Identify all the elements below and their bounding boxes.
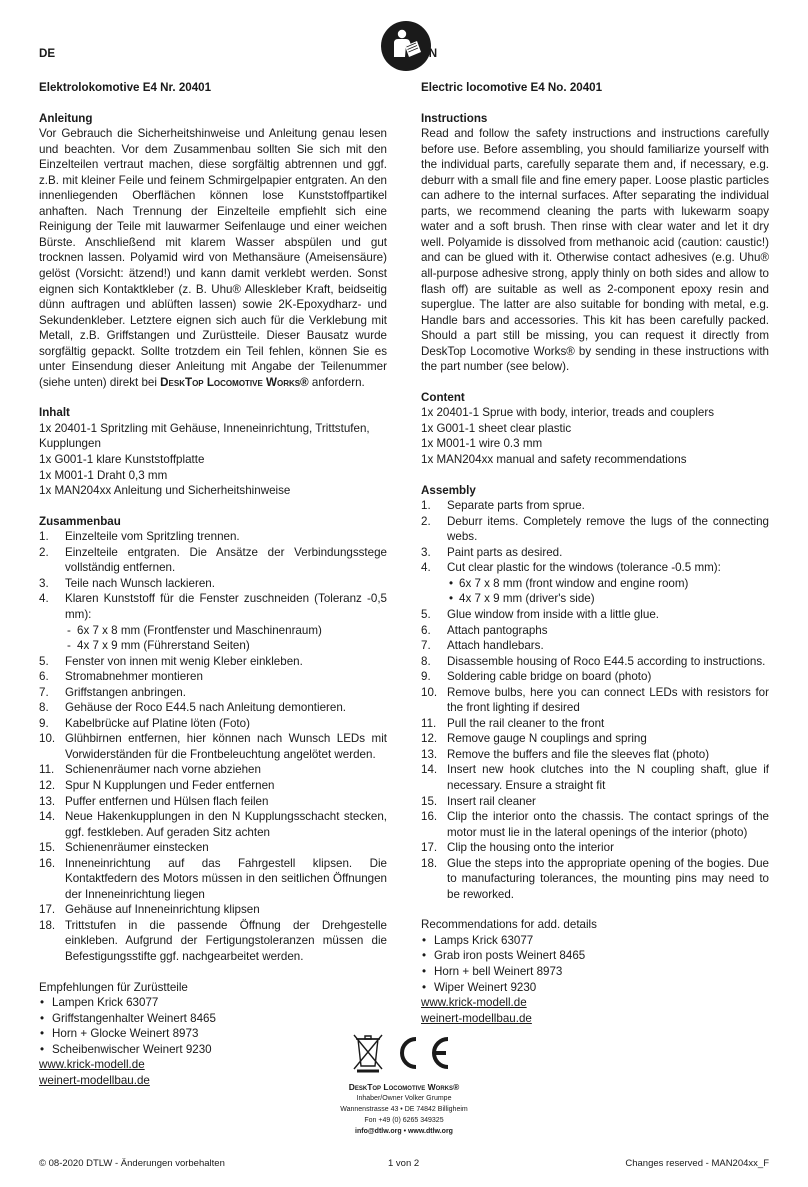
assembly-step: 11. Pull the rail cleaner to the front [421, 716, 605, 730]
weinert-link[interactable]: weinert-modellbau.de [421, 1011, 532, 1025]
assembly-step: 2. Einzelteile entgraten. Die Ansätze der Verbindungsstege vollständig entfernen. [39, 545, 387, 575]
company-contact: info@dtlw.org • www.dtlw.org [355, 1128, 453, 1135]
recommendations-section [421, 917, 769, 1026]
list-item: - 6x 7 x 8 mm (Frontfenster und Maschinenraum) [67, 623, 322, 637]
section-heading: Anleitung [39, 111, 93, 125]
krick-link[interactable]: www.krick-modell.de [421, 996, 527, 1010]
assembly-step: 16. Inneneinrichtung auf das Fahrgestell klipsen. Die Kontaktfedern des Motors müssen in den seitlichen Öffnungen der Inneneinrichtung liegen [39, 856, 387, 901]
list-item: • 4x 7 x 9 mm (driver's side) [449, 592, 595, 606]
assembly-step: 14. Insert new hook clutches into the N coupling shaft, glue if necessary. Ensure a straight fit [421, 763, 769, 792]
weee-bin-icon [354, 1035, 382, 1071]
assembly-step: 8. Disassemble housing of Roco E44.5 according to instructions. [421, 654, 766, 668]
assembly-step: 16. Clip the interior onto the chassis. The contact springs of the motor must lie in the lateral openings of the interior (photo) [421, 810, 769, 839]
list-item: • Horn + Glocke Weinert 8973 [40, 1027, 199, 1041]
content-item: 1x 20401-1 Sprue with body, interior, treads and couplers [421, 406, 715, 420]
assembly-steps [421, 607, 769, 902]
assembly-step: 8. Gehäuse der Roco E44.5 nach Anleitung demontieren. [39, 701, 347, 715]
company-phone: Fon +49 (0) 6265 349325 [364, 1117, 444, 1124]
compliance-logos [352, 1033, 456, 1073]
window-sizes [421, 576, 769, 607]
list-item: • Wiper Weinert 9230 [422, 980, 537, 994]
company-name: DeskTop Locomotive Works® [348, 1082, 460, 1092]
content-item: 1x G001-1 sheet clear plastic [421, 421, 572, 435]
language-label: EN [421, 47, 438, 60]
company-address: Wannenstrasse 43 • DE 74842 Billigheim [340, 1106, 468, 1113]
instructions-text: Vor Gebrauch die Sicherheitshinweise und Anleitung genau lesen und beachten. Vor dem Zusammenbau sollten Sie sich mit den Einzelteilen vertraut machen, diese sorgfältig abtrennen und ggf. z.B. mit kleiner Feile und feinem Schmirgelpapier entgraten. An den innenliegenden Oberflächen können lose Kunststoffpartikel anhaften. Nach Trennung der Einzelteile empfiehlt sich eine Reinigung der Teile mit lauwarmer Seifenlauge und einer weichen Bürste. Anschließend mit klarem Wasser abspülen und gut trocknen lassen. Polyamid wird von Methansäure (Ameisensäure) gelöst (Vorsicht: ätzend!) und kann damit verklebt werden. Sonst eignen sich Kontaktkleber (z. B. Uhu® Alleskleber Kraft, beidseitig dünn auftragen und ablüften lassen) sowie 2K-Epoxydharz- und Sekundenkleber. Letztere eignen sich auch für die Verklebung mit Metall, z.B. Griffstangen und Zurüstteile. Dieser Bausatz wurde sorgfältig gepackt. Sollte trotzdem ein Teil fehlen, können Sie es unter Einsendung dieser Anleitung mit Angabe der Teilenummer (siehe unten) direkt bei DeskTop Locomotive Works® anfordern. [39, 127, 387, 389]
section-heading: Content [421, 390, 465, 404]
recommendations-heading: Empfehlungen für Zurüstteile [39, 980, 188, 994]
recommendations-section [39, 980, 387, 1089]
assembly-step: 7. Griffstangen anbringen. [39, 685, 186, 699]
content-item: 1x M001-1 wire 0.3 mm [421, 437, 543, 451]
assembly-step: 13. Remove the buffers and file the sleeves flat (photo) [421, 747, 710, 761]
company-block [300, 1082, 508, 1137]
assembly-step: 5. Glue window from inside with a little glue. [421, 607, 660, 621]
assembly-step: 4. Cut clear plastic for the windows (tolerance -0.5 mm): [421, 561, 721, 575]
language-label: DE [39, 47, 56, 60]
assembly-step: 17. Gehäuse auf Inneneinrichtung klipsen [39, 903, 260, 917]
assembly-step: 5. Fenster von innen mit wenig Kleber einkleben. [39, 654, 303, 668]
section-heading: Instructions [421, 111, 488, 125]
content-item: 1x MAN204xx Anleitung und Sicherheitshinweise [39, 484, 291, 498]
assembly-steps [421, 498, 769, 576]
assembly-steps [39, 529, 387, 622]
list-item: • 6x 7 x 8 mm (front window and engine room) [449, 576, 689, 590]
assembly-step: 6. Stromabnehmer montieren [39, 670, 203, 684]
content-item: 1x 20401-1 Spritzling mit Gehäuse, Inneneinrichtung, Trittstufen, Kupplungen [39, 421, 370, 451]
instructions-section [421, 111, 769, 375]
list-item: • Lampen Krick 63077 [40, 996, 159, 1010]
recommendations-list [39, 995, 387, 1057]
assembly-step: 6. Attach pantographs [421, 623, 548, 637]
content-item: 1x G001-1 klare Kunststoffplatte [39, 453, 205, 467]
content-section [39, 405, 387, 498]
recommendations-list [421, 933, 769, 995]
list-item: • Grab iron posts Weinert 8465 [422, 949, 586, 963]
assembly-step: 4. Klaren Kunststoff für die Fenster zuschneiden (Toleranz -0,5 mm): [39, 592, 387, 621]
list-item: • Lamps Krick 63077 [422, 933, 534, 947]
list-item: - 4x 7 x 9 mm (Führerstand Seiten) [67, 639, 250, 653]
assembly-step: 10. Glühbirnen entfernen, hier können nach Wunsch LEDs mit Vorwiderständen für die Frontbeleuchtung angelötet werden. [39, 732, 387, 761]
list-item: • Scheibenwischer Weinert 9230 [40, 1042, 212, 1056]
weinert-link[interactable]: weinert-modellbau.de [39, 1073, 150, 1087]
assembly-step: 9. Kabelbrücke auf Platine löten (Foto) [39, 716, 250, 730]
ce-mark-icon [402, 1039, 448, 1067]
instructions-section [39, 111, 387, 391]
assembly-section [39, 514, 387, 965]
assembly-step: 18. Trittstufen in die passende Öffnung der Drehgestelle einkleben. Aufgrund der Fertigungstoleranzen müssen die Befestigungsstifte ggf. nachgearbeitet werden. [39, 918, 387, 963]
assembly-step: 18. Glue the steps into the appropriate opening of the bogies. Due to manufacturing tolerances, the mounting pins may need to be reworked. [421, 856, 769, 901]
content-item: 1x MAN204xx manual and safety recommendations [421, 453, 687, 467]
assembly-step: 7. Attach handlebars. [421, 639, 544, 653]
list-item: • Horn + bell Weinert 8973 [422, 964, 563, 978]
assembly-step: 13. Puffer entfernen und Hülsen flach feilen [39, 794, 269, 808]
content-section [421, 390, 769, 468]
assembly-step: 9. Soldering cable bridge on board (photo) [421, 670, 652, 684]
content-item: 1x M001-1 Draht 0,3 mm [39, 468, 168, 482]
assembly-step: 3. Teile nach Wunsch lackieren. [39, 576, 215, 590]
assembly-section [421, 483, 769, 903]
assembly-step: 11. Schienenräumer nach vorne abziehen [39, 763, 261, 777]
assembly-step: 2. Deburr items. Completely remove the lugs of the connecting webs. [421, 514, 769, 544]
company-owner: Inhaber/Owner Volker Grumpe [356, 1095, 452, 1102]
page-number: 1 von 2 [388, 1158, 420, 1169]
assembly-step: 10. Remove bulbs, here you can connect LEDs with resistors for the front lighting if desired [421, 685, 769, 715]
list-item: • Griffstangenhalter Weinert 8465 [40, 1011, 216, 1025]
footer-copyright: © 08-2020 DTLW - Änderungen vorbehalten [39, 1158, 225, 1169]
document-title: Elektrolokomotive E4 Nr. 20401 [39, 81, 212, 94]
assembly-step: 15. Schienenräumer einstecken [39, 841, 209, 855]
document-title: Electric locomotive E4 No. 20401 [421, 81, 603, 94]
assembly-step: 14. Neue Hakenkupplungen in den N Kupplungsschacht stecken, ggf. festkleben. Auf geraden Sitz achten [39, 810, 387, 839]
recommendations-heading: Recommendations for add. details [421, 918, 597, 932]
assembly-step: 3. Paint parts as desired. [421, 545, 563, 559]
instructions-text: Read and follow the safety instructions and instructions carefully before use. Before assembling, you should familiarize yourself with the individual parts, carefully separate them and, if necessary, e.g. deburr with a small file and fine emery paper. Loose plastic particles can adhere to the internal surfaces. After separating the individual parts, we recommend cleaning the parts with lukewarm soapy water and a soft brush. Then rinse with clear water and let it dry well. Polyamide is dissolved from methanoic acid (caution: caustic!) and can be glued with it. Otherwise contact adhesives (e.g. Uhu® all-purpose adhesive strong, apply thinly on both sides and allow to flash off) are suitable as well as 2-component epoxy resin and superglue. The latter are also suitable for bonding with metal, e.g. Handle bars and accessories. This kit has been carefully packed. Should a part still be missing, you can request it directly from DeskTop Locomotive Works® by sending in these instructions with the part number (see below). [421, 127, 769, 374]
section-heading: Zusammenbau [39, 514, 121, 528]
assembly-steps [39, 654, 387, 965]
assembly-step: 1. Separate parts from sprue. [421, 499, 585, 513]
assembly-step: 17. Clip the housing onto the interior [421, 841, 614, 855]
section-heading: Assembly [421, 483, 476, 497]
assembly-step: 15. Insert rail cleaner [421, 794, 536, 808]
krick-link[interactable]: www.krick-modell.de [39, 1058, 145, 1072]
assembly-step: 1. Einzelteile vom Spritzling trennen. [39, 530, 240, 544]
section-heading: Inhalt [39, 406, 70, 420]
german-column [39, 46, 387, 1103]
brand-name: DeskTop Locomotive Works® [160, 375, 309, 389]
footer-doc-id: Changes reserved - MAN204xx_F [625, 1158, 769, 1169]
english-column [421, 46, 769, 1041]
assembly-step: 12. Remove gauge N couplings and spring [421, 732, 647, 746]
window-sizes [39, 623, 387, 654]
assembly-step: 12. Spur N Kupplungen und Feder entfernen [39, 778, 275, 792]
